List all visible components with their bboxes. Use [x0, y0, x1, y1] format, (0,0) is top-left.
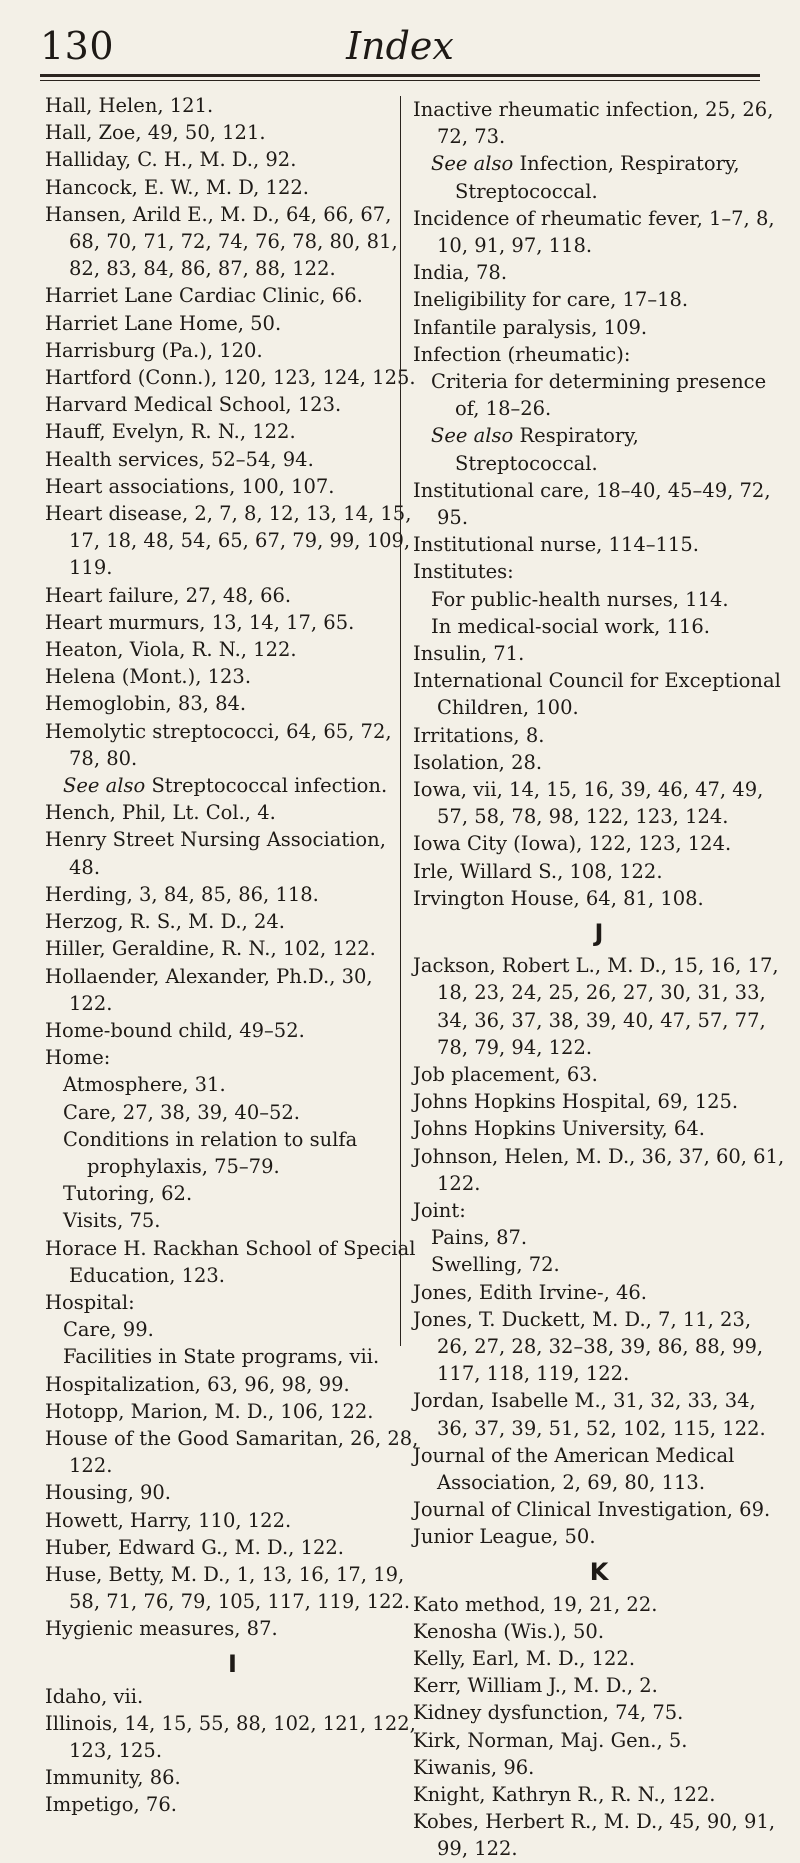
entry-text: Hauff, Evelyn, R. N., 122.	[45, 420, 296, 444]
index-entry	[413, 314, 785, 341]
entry-text: Jones, T. Duckett, M. D., 7, 11, 23, 26, 27, 28, 32–38, 39, 86, 88, 99, 117, 118, 119, 122.	[413, 1307, 764, 1386]
entry-text: Institutes:	[413, 560, 514, 584]
entry-text: Harriet Lane Home, 50.	[45, 311, 282, 335]
index-entry	[413, 749, 785, 776]
header-rule-thin	[40, 80, 760, 81]
index-entry	[45, 1044, 420, 1071]
entry-text: Job placement, 63.	[413, 1062, 598, 1086]
see-also-label: See also	[431, 424, 514, 448]
index-entry	[413, 1523, 785, 1550]
index-entry	[413, 830, 785, 857]
index-entry	[45, 1534, 420, 1561]
index-entry	[45, 282, 420, 309]
index-entry	[45, 1615, 420, 1642]
see-also-label: See also	[431, 152, 514, 176]
index-entry	[45, 609, 420, 636]
index-entry	[413, 259, 785, 286]
index-subentry	[413, 150, 785, 204]
index-subentry	[45, 1207, 420, 1234]
index-entry	[413, 1088, 785, 1115]
entry-text: Impetigo, 76.	[45, 1793, 177, 1817]
entry-text: Health services, 52–54, 94.	[45, 447, 314, 471]
index-entry	[413, 640, 785, 667]
index-subentry	[413, 1224, 785, 1251]
entry-text: Heart associations, 100, 107.	[45, 474, 335, 498]
entry-text: Herding, 3, 84, 85, 86, 118.	[45, 882, 319, 906]
index-entry	[413, 1591, 785, 1618]
index-entry	[413, 722, 785, 749]
entry-text: Heart murmurs, 13, 14, 17, 65.	[45, 610, 355, 634]
index-entry	[45, 146, 420, 173]
index-entry	[45, 201, 420, 283]
index-entry	[45, 908, 420, 935]
index-entry	[413, 1496, 785, 1523]
entry-text: Inactive rheumatic infection, 25, 26, 72, 73.	[413, 98, 774, 149]
index-entry	[45, 446, 420, 473]
entry-text: Irle, Willard S., 108, 122.	[413, 859, 663, 883]
index-entry	[45, 1791, 420, 1818]
right-column	[400, 96, 785, 1861]
entry-text: Criteria for determining presence of, 18–26.	[431, 370, 767, 421]
entry-text: Kobes, Herbert R., M. D., 45, 90, 91, 99, 122.	[413, 1810, 776, 1861]
index-entry	[45, 1017, 420, 1044]
index-entry	[413, 1808, 785, 1862]
entry-text: Hartford (Conn.), 120, 123, 124, 125.	[45, 366, 416, 390]
entry-text: Hospitalization, 63, 96, 98, 99.	[45, 1372, 350, 1396]
index-entry	[45, 174, 420, 201]
index-subentry	[45, 772, 420, 799]
entry-text: Helena (Mont.), 123.	[45, 665, 252, 689]
entry-text: Atmosphere, 31.	[63, 1073, 226, 1097]
index-entry	[413, 1306, 785, 1388]
entry-text: Jackson, Robert L., M. D., 15, 16, 17, 18, 23, 24, 25, 26, 27, 30, 31, 33, 34, 36, 37, 38, 39, 40, 47, 57, 77, 78, 79, 94, 122.	[413, 954, 779, 1059]
entry-text: Housing, 90.	[45, 1481, 171, 1505]
entry-text: Iowa City (Iowa), 122, 123, 124.	[413, 832, 732, 856]
index-entry	[413, 96, 785, 150]
entry-text: Horace H. Rackhan School of Special Education, 123.	[45, 1236, 416, 1287]
entry-text: Idaho, vii.	[45, 1684, 144, 1708]
entry-text: Kenosha (Wis.), 50.	[413, 1619, 605, 1643]
entry-text: Facilities in State programs, vii.	[63, 1345, 380, 1369]
index-columns	[45, 92, 785, 1861]
index-entry	[413, 531, 785, 558]
index-entry	[45, 1710, 420, 1764]
entry-text: Institutional care, 18–40, 45–49, 72, 95.	[413, 478, 771, 530]
index-entry	[413, 341, 785, 368]
entry-text: Irvington House, 64, 81, 108.	[413, 886, 704, 910]
entry-text: Ineligibility for care, 17–18.	[413, 288, 689, 312]
entry-text: Insulin, 71.	[413, 642, 525, 666]
index-entry	[413, 1618, 785, 1645]
index-entry	[45, 663, 420, 690]
index-entry	[45, 636, 420, 663]
entry-text: Kerr, William J., M. D., 2.	[413, 1674, 658, 1698]
index-entry	[45, 690, 420, 717]
index-entry	[413, 1754, 785, 1781]
index-entry	[45, 1561, 420, 1615]
section-letter: K	[589, 1557, 609, 1586]
entry-text: Hollaender, Alexander, Ph.D., 30, 122.	[45, 964, 373, 1015]
entry-text: Johns Hopkins Hospital, 69, 125.	[413, 1090, 739, 1114]
entry-text: Hospital:	[45, 1290, 135, 1314]
index-entry	[413, 286, 785, 313]
entry-text: Jordan, Isabelle M., 31, 32, 33, 34, 36, 37, 39, 51, 52, 102, 115, 122.	[413, 1389, 766, 1440]
entry-text: For public-health nurses, 114.	[431, 587, 729, 611]
index-entry	[45, 1235, 420, 1289]
entry-text: Hancock, E. W., M. D, 122.	[45, 175, 309, 199]
entry-text: Halliday, C. H., M. D., 92.	[45, 148, 297, 172]
entry-text: Hemoglobin, 83, 84.	[45, 692, 247, 716]
index-entry	[413, 205, 785, 259]
entry-text: Joint:	[413, 1198, 466, 1222]
entry-text: India, 78.	[413, 261, 508, 285]
entry-text: Irritations, 8.	[413, 723, 545, 747]
index-entry	[45, 500, 420, 582]
entry-text: Huber, Edward G., M. D., 122.	[45, 1535, 344, 1559]
entry-text: Huse, Betty, M. D., 1, 13, 16, 17, 19, 58, 71, 76, 79, 105, 117, 119, 122.	[45, 1562, 411, 1614]
index-entry	[45, 1289, 420, 1316]
entry-text: Journal of Clinical Investigation, 69.	[413, 1498, 771, 1522]
entry-text: Hygienic measures, 87.	[45, 1617, 278, 1641]
index-subentry	[45, 1126, 420, 1180]
index-entry	[413, 1699, 785, 1726]
index-subentry	[413, 586, 785, 613]
entry-text: Care, 27, 38, 39, 40–52.	[63, 1100, 301, 1124]
section-letter: J	[594, 919, 604, 948]
entry-text: Illinois, 14, 15, 55, 88, 102, 121, 122, 123, 125.	[45, 1711, 416, 1762]
index-subentry	[45, 1071, 420, 1098]
entry-text: Home:	[45, 1046, 111, 1070]
see-also-label: See also	[63, 774, 146, 798]
index-entry	[45, 799, 420, 826]
entry-text: Home-bound child, 49–52.	[45, 1018, 305, 1042]
entry-text: Streptococcal infection.	[151, 774, 388, 798]
entry-text: Swelling, 72.	[431, 1253, 560, 1277]
page-header	[40, 8, 760, 76]
index-entry	[45, 1425, 420, 1479]
entry-text: Infection (rheumatic):	[413, 342, 631, 366]
index-subentry	[45, 1180, 420, 1207]
index-entry	[45, 418, 420, 445]
index-entry	[413, 858, 785, 885]
index-entry	[45, 92, 420, 119]
entry-text: Hotopp, Marion, M. D., 106, 122.	[45, 1399, 374, 1423]
index-entry	[413, 667, 785, 721]
entry-text: Incidence of rheumatic fever, 1–7, 8, 10, 91, 97, 118.	[413, 206, 775, 258]
entry-text: Junior League, 50.	[413, 1525, 596, 1549]
entry-text: Conditions in relation to sulfa prophylaxis, 75–79.	[63, 1127, 358, 1178]
index-subentry	[45, 1099, 420, 1126]
entry-text: Hiller, Geraldine, R. N., 102, 122.	[45, 937, 376, 961]
entry-text: Kato method, 19, 21, 22.	[413, 1592, 658, 1616]
entry-text: Care, 99.	[63, 1318, 154, 1342]
entry-text: Harrisburg (Pa.), 120.	[45, 338, 263, 362]
index-entry	[45, 119, 420, 146]
entry-text: Infantile paralysis, 109.	[413, 315, 648, 339]
index-entry	[413, 1727, 785, 1754]
index-entry	[45, 1479, 420, 1506]
index-entry	[45, 337, 420, 364]
entry-text: Respiratory, Streptococcal.	[455, 424, 639, 475]
index-entry	[413, 1442, 785, 1496]
index-entry	[413, 1061, 785, 1088]
entry-text: Johnson, Helen, M. D., 36, 37, 60, 61, 122.	[413, 1144, 785, 1195]
entry-text: Immunity, 86.	[45, 1766, 181, 1790]
page-number: 130	[40, 24, 115, 68]
index-entry	[413, 1115, 785, 1142]
entry-text: Kidney dysfunction, 74, 75.	[413, 1701, 684, 1725]
index-entry	[413, 1279, 785, 1306]
entry-text: International Council for Exceptional Children, 100.	[413, 669, 781, 720]
index-entry	[413, 776, 785, 830]
left-column	[45, 92, 420, 1817]
entry-text: Knight, Kathryn R., R. N., 122.	[413, 1782, 716, 1806]
index-entry	[413, 477, 785, 531]
index-entry	[45, 473, 420, 500]
entry-text: Hench, Phil, Lt. Col., 4.	[45, 801, 276, 825]
entry-text: Iowa, vii, 14, 15, 16, 39, 46, 47, 49, 57, 58, 78, 98, 122, 123, 124.	[413, 778, 764, 829]
index-entry	[413, 952, 785, 1061]
index-entry	[45, 1371, 420, 1398]
index-entry	[413, 1197, 785, 1224]
index-entry	[413, 1645, 785, 1672]
running-title: Index	[346, 24, 454, 68]
index-entry	[45, 364, 420, 391]
index-entry	[45, 391, 420, 418]
entry-text: Infection, Respiratory, Streptococcal.	[455, 152, 740, 203]
index-subentry	[45, 1343, 420, 1370]
index-subentry	[413, 613, 785, 640]
index-subentry	[413, 422, 785, 476]
index-subentry	[413, 368, 785, 422]
entry-text: Hall, Zoe, 49, 50, 121.	[45, 121, 266, 145]
index-entry	[413, 1387, 785, 1441]
index-entry	[45, 1764, 420, 1791]
index-entry	[45, 718, 420, 772]
entry-text: Isolation, 28.	[413, 750, 543, 774]
entry-text: Howett, Harry, 110, 122.	[45, 1508, 292, 1532]
index-entry	[45, 582, 420, 609]
index-entry	[45, 963, 420, 1017]
index-entry	[413, 558, 785, 585]
entry-text: Kirk, Norman, Maj. Gen., 5.	[413, 1728, 688, 1752]
entry-text: Institutional nurse, 114–115.	[413, 533, 699, 557]
entry-text: Kelly, Earl, M. D., 122.	[413, 1646, 636, 1670]
entry-text: Kiwanis, 96.	[413, 1755, 535, 1779]
index-entry	[45, 1398, 420, 1425]
entry-text: Hansen, Arild E., M. D., 64, 66, 67, 68, 70, 71, 72, 74, 76, 78, 80, 81, 82, 83, 84, 86, 87, 88, 122.	[45, 202, 398, 281]
entry-text: Hall, Helen, 121.	[45, 94, 214, 117]
index-entry	[45, 1683, 420, 1710]
section-letter: I	[228, 1649, 237, 1678]
entry-text: Pains, 87.	[431, 1226, 528, 1250]
index-subentry	[413, 1251, 785, 1278]
entry-text: Jones, Edith Irvine-, 46.	[413, 1280, 647, 1304]
index-entry	[413, 1781, 785, 1808]
index-entry	[45, 310, 420, 337]
entry-text: Johns Hopkins University, 64.	[413, 1117, 705, 1141]
entry-text: Heart failure, 27, 48, 66.	[45, 583, 292, 607]
index-entry	[45, 826, 420, 880]
entry-text: Hemolytic streptococci, 64, 65, 72, 78, 80.	[45, 719, 392, 770]
index-entry	[413, 1672, 785, 1699]
entry-text: Tutoring, 62.	[63, 1182, 193, 1206]
entry-text: House of the Good Samaritan, 26, 28, 122.	[45, 1426, 419, 1478]
entry-text: Heaton, Viola, R. N., 122.	[45, 638, 297, 662]
index-subentry	[45, 1316, 420, 1343]
index-entry	[413, 885, 785, 912]
entry-text: Harvard Medical School, 123.	[45, 393, 342, 417]
header-rule-thick	[40, 74, 760, 77]
index-entry	[413, 1143, 785, 1197]
entry-text: Harriet Lane Cardiac Clinic, 66.	[45, 284, 363, 308]
entry-text: Herzog, R. S., M. D., 24.	[45, 910, 286, 934]
entry-text: In medical-social work, 116.	[431, 614, 710, 638]
index-entry	[45, 881, 420, 908]
entry-text: Journal of the American Medical Association, 2, 69, 80, 113.	[413, 1443, 735, 1494]
entry-text: Henry Street Nursing Association, 48.	[45, 828, 386, 879]
entry-text: Heart disease, 2, 7, 8, 12, 13, 14, 15, 17, 18, 48, 54, 65, 67, 79, 99, 109, 119.	[45, 502, 412, 580]
index-entry	[45, 1507, 420, 1534]
entry-text: Visits, 75.	[63, 1209, 161, 1233]
index-entry	[45, 935, 420, 962]
